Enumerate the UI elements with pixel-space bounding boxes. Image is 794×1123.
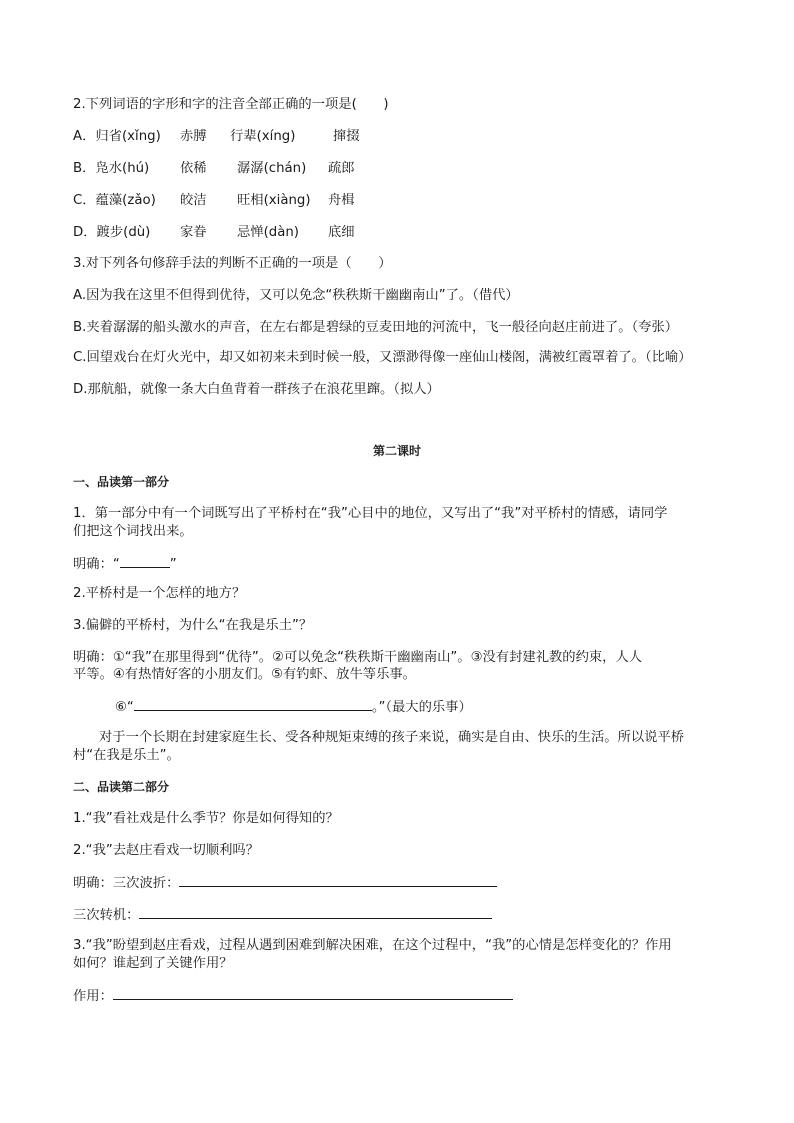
part-1-question-2: 2.平桥村是一个怎样的地方？ xyxy=(73,586,246,601)
option-b-item-3: 潺潺(chán) xyxy=(237,161,307,176)
question-3-option-b: B.夹着潺潺的船头激水的声音，在左右都是碧绿的豆麦田地的河流中，飞一般径向赵庄前进了。（夸张） xyxy=(73,320,679,335)
part-1-question-1-line-2: 们把这个词找出来。 xyxy=(73,524,193,539)
answer-turns-blank[interactable] xyxy=(139,906,492,919)
question-2-option-c xyxy=(73,193,355,209)
answer-1-blank[interactable] xyxy=(120,555,170,568)
item-6-suffix: 。”（最大的乐事） xyxy=(371,700,472,715)
part-1-answer-1 xyxy=(73,555,177,573)
option-a-item-4: 撺掇 xyxy=(333,129,360,144)
part-1-question-3: 3.偏僻的平桥村，为什么“在我是乐土”？ xyxy=(73,618,313,633)
option-c-item-1: C．蕴藻(zǎo) xyxy=(73,193,156,208)
answer-1-suffix: ” xyxy=(169,557,177,572)
question-2-option-d xyxy=(73,225,355,241)
part-2-question-2: 2.“我”去赵庄看戏一切顺利吗？ xyxy=(73,843,260,858)
part-2-question-3-line-1: 3.“我”盼望到赵庄看戏，过程从遇到困难到解决困难，在这个过程中，“我”的心情是怎样变化的？作用 xyxy=(73,938,672,953)
question-3-option-c: C.回望戏台在灯火光中，却又如初来未到时候一般，又漂渺得像一座仙山楼阁，满被红霞罩着了。（比喻） xyxy=(73,350,692,365)
question-2-option-b xyxy=(73,161,355,177)
answer-twists-label: 明确：三次波折： xyxy=(73,876,180,891)
part-1-answer-3-line-1: 明确：①“我”在那里得到“优待”。②可以免念“秩秩斯干幽幽南山”。③没有封建礼教的约束，人人 xyxy=(73,650,643,665)
question-2-option-a xyxy=(73,129,360,145)
lesson-title: 第二课时 xyxy=(372,444,421,458)
option-c-item-3: 旺相(xiàng) xyxy=(237,193,311,208)
item-6-prefix: ⑥“ xyxy=(115,700,134,715)
option-a-item-3: 行辈(xíng) xyxy=(230,129,296,144)
part-2-heading: 二、品读第二部分 xyxy=(73,780,170,794)
part-1-heading: 一、品读第一部分 xyxy=(73,475,170,489)
answer-twists-blank[interactable] xyxy=(179,874,497,887)
item-6-blank[interactable] xyxy=(134,698,372,711)
question-3-stem: 3.对下列各句修辞手法的判断不正确的一项是（ ） xyxy=(73,256,392,271)
option-b-item-2: 依稀 xyxy=(180,161,207,176)
part-1-question-1-line-1: 1．第一部分中有一个词既写出了平桥村在“我”心目中的地位，又写出了“我”对平桥村的情感，请同学 xyxy=(73,506,668,521)
part-2-answer-effect xyxy=(73,987,513,1005)
part-2-question-1: 1.“我”看社戏是什么季节？你是如何得知的？ xyxy=(73,811,339,826)
question-3-option-d: D.那航船，就像一条大白鱼背着一群孩子在浪花里蹿。（拟人） xyxy=(73,382,440,397)
answer-turns-label: 三次转机： xyxy=(73,908,140,923)
option-d-item-3: 忌惮(dàn) xyxy=(237,225,299,240)
option-c-item-4: 舟楫 xyxy=(328,193,355,208)
answer-effect-blank[interactable] xyxy=(113,987,513,1000)
option-a-item-2: 赤膊 xyxy=(180,129,207,144)
option-a-item-1: A．归省(xǐng) xyxy=(73,129,161,144)
question-3-option-a: A.因为我在这里不但得到优待，又可以免念“秩秩斯干幽幽南山”了。（借代） xyxy=(73,288,519,303)
option-d-item-1: D．踱步(dù) xyxy=(73,225,151,240)
part-2-answer-twists xyxy=(73,874,497,892)
part-1-summary-line-2: 村“在我是乐土”。 xyxy=(73,748,180,763)
option-d-item-4: 底细 xyxy=(328,225,355,240)
part-2-answer-turns xyxy=(73,906,492,924)
option-d-item-2: 家眷 xyxy=(180,225,207,240)
answer-effect-label: 作用： xyxy=(73,989,113,1004)
part-1-summary-line-1: 对于一个长期在封建家庭生长、受各种规矩束缚的孩子来说，确实是自由、快乐的生活。所以说平桥 xyxy=(99,730,685,745)
option-c-item-2: 皎洁 xyxy=(180,193,207,208)
option-b-item-4: 疏郎 xyxy=(328,161,355,176)
part-1-answer-3-line-2: 平等。④有热情好客的小朋友们。⑤有钓虾、放牛等乐事。 xyxy=(73,667,416,682)
part-2-question-3-line-2: 如何？谁起到了关键作用？ xyxy=(73,956,233,971)
part-1-answer-3-item-6 xyxy=(115,698,472,716)
option-b-item-1: B．凫水(hú) xyxy=(73,161,150,176)
answer-1-prefix: 明确：“ xyxy=(73,557,120,572)
question-2-stem: 2.下列词语的字形和字的注音全部正确的一项是( ) xyxy=(73,97,389,112)
